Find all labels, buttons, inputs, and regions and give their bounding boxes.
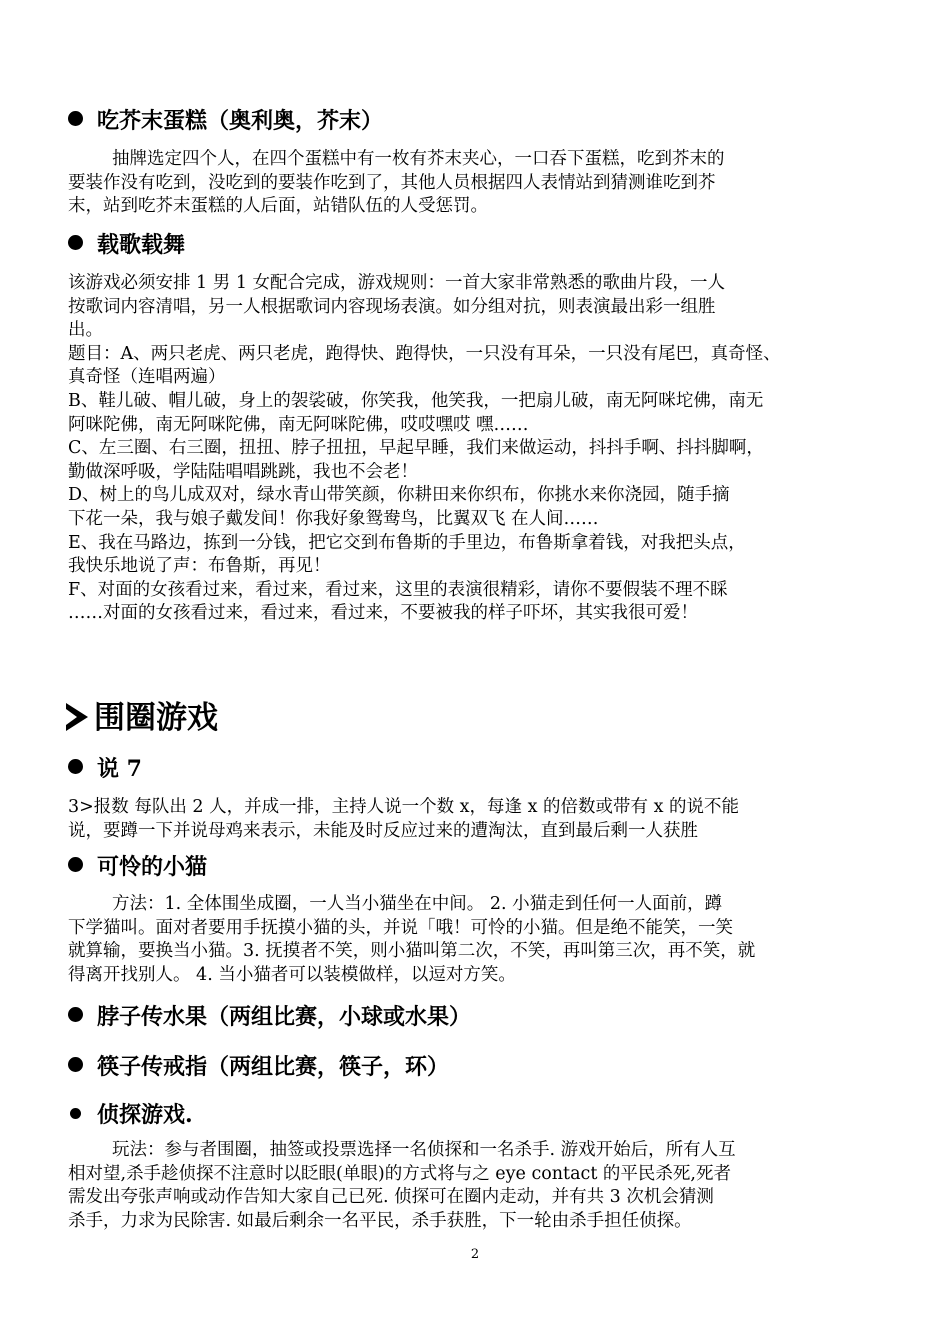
paragraph-sing-dance: 该游戏必须安排 1 男 1 女配合完成，游戏规则：一首大家非常熟悉的歌曲片段，一人 按歌词内容清唱，另一人根据歌词内容现场表演。如分组对抗，则表演最出彩一组胜 出。 题目：A、两只老虎、两只老虎，跑得快、跑得快，一只没有耳朵，一只没有尾巴，真奇怪、 真奇怪（连唱两遍） B、鞋儿破、帽儿破，身上的袈裟破，你笑我，他笑我，一把扇儿破，南无阿咪坨佛，南无 阿咪陀佛，南无阿咪陀佛，南无阿咪陀佛，哎哎嘿哎 嘿…… C、左三圈、右三圈，扭扭、脖子扭扭，早起早睡，我们来做运动，抖抖手啊、抖抖脚啊， 勤做深呼吸，学陆陆唱唱跳跳，我也不会老！ D、树上的鸟儿成双对，绿水青山带笑颜，你耕田来你织布，你挑水来你浇园，随手摘 下花一朵，我与娘子戴发间！你我好象鸳鸯鸟，比翼双飞 在人间…… E、我在马路边，拣到一分钱，把它交到布鲁斯的手里边，布鲁斯拿着钱，对我把头点， 我快乐地说了声：布鲁斯，再见！ F、对面的女孩看过来，看过来，看过来，这里的表演很精彩，请你不要假装不理不睬 ……对面的女孩看过来，看过来，看过来，不要被我的样子吓坏，其实我很可爱！ — [68, 273, 781, 624]
arrow-bullet-icon — [66, 703, 88, 731]
heading-mustard-cake: 吃芥末蛋糕（奥利奥，芥末） — [68, 106, 383, 136]
paragraph-mustard-cake: 抽牌选定四个人，在四个蛋糕中有一枚有芥末夹心，一口吞下蛋糕，吃到芥末的 要装作没有吃到，没吃到的要装作吃到了，其他人员根据四人表情站到猜测谁吃到芥 末，站到吃芥末蛋糕的人后面，站错队伍的人受惩罚。 — [68, 149, 725, 217]
heading-chopsticks-ring: 筷子传戒指（两组比赛，筷子，环） — [68, 1052, 449, 1082]
paragraph-say-seven: 3>报数 每队出 2 人，并成一排，主持人说一个数 x，每逢 x 的倍数或带有 x 的说不能 说，要蹲一下并说母鸡来表示，未能及时反应过来的遭淘汰，直到最后剩一人获胜 — [68, 797, 740, 841]
bullet-icon — [68, 111, 83, 126]
bullet-icon — [68, 1057, 83, 1072]
heading-poor-kitten: 可怜的小猫 — [68, 852, 207, 882]
paragraph-poor-kitten: 方法：1. 全体围坐成圈，一人当小猫坐在中间。 2. 小猫走到任何一人面前，蹲 下学猫叫。面对者要用手抚摸小猫的头，并说「哦！可怜的小猫。但是绝不能笑，一笑 就算输，要换当小猫。3. 抚摸者不笑，则小猫叫第二次，不笑，再叫第三次，再不笑，就 得离开找别人。 4. 当小猫者可以装模做样，以逗对方笑。 — [68, 894, 756, 985]
section-title-circle-games: 围圈游戏 — [66, 698, 218, 738]
bullet-icon — [68, 1007, 83, 1022]
bullet-icon — [70, 1108, 81, 1119]
heading-sing-dance: 载歌载舞 — [68, 230, 185, 260]
bullet-icon — [68, 857, 83, 872]
paragraph-detective-game: 玩法：参与者围圈，抽签或投票选择一名侦探和一名杀手. 游戏开始后，所有人互 相对望,杀手趁侦探不注意时以眨眼(单眼)的方式将与之 eye contact 的平民杀死,死者 需发出夸张声响或动作告知大家自己已死. 侦探可在圈内走动，并有共 3 次机会猜测 杀手，力求为民除害. 如最后剩余一名平民，杀手获胜，下一轮由杀手担任侦探。 — [68, 1140, 736, 1231]
bullet-icon — [68, 235, 83, 250]
heading-neck-fruit: 脖子传水果（两组比赛，小球或水果） — [68, 1002, 471, 1032]
page-number: 2 — [470, 1247, 480, 1262]
heading-say-seven: 说 7 — [68, 754, 142, 784]
bullet-icon — [68, 759, 83, 774]
heading-detective-game: 侦探游戏. — [68, 1100, 193, 1130]
